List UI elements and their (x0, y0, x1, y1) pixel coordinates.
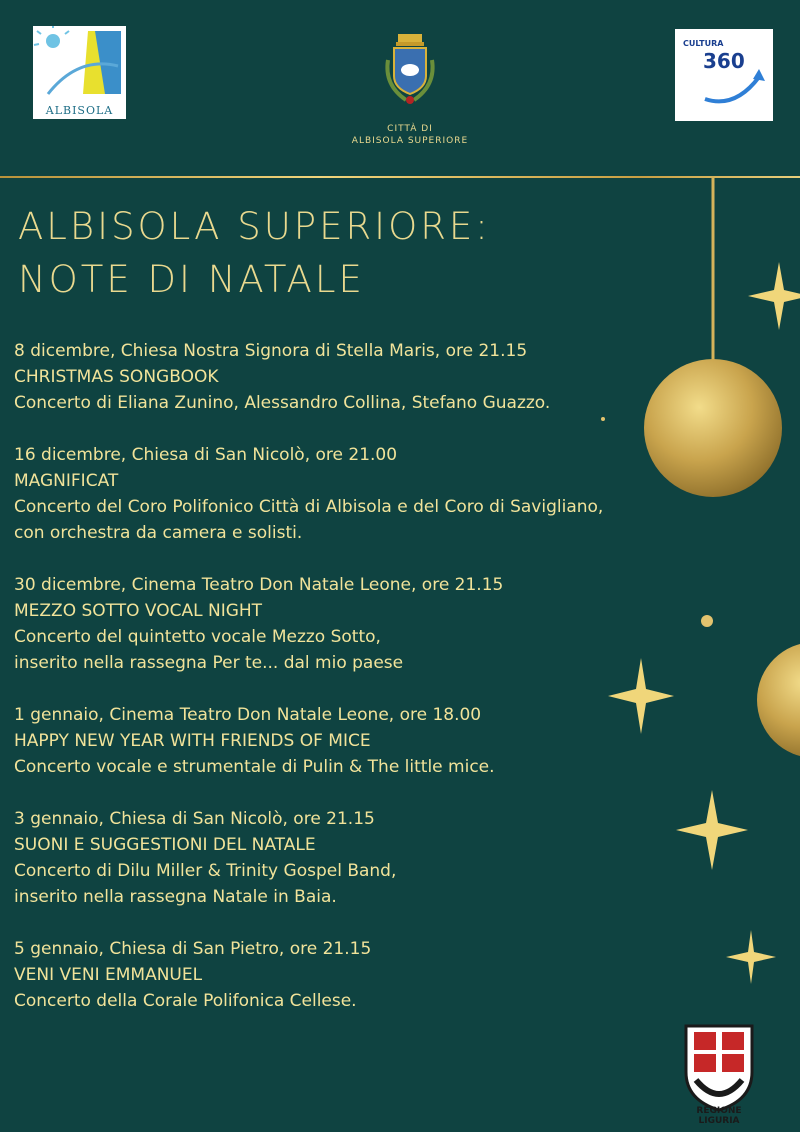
event-description: con orchestra da camera e solisti. (14, 523, 303, 543)
event-description: inserito nella rassegna Natale in Baia. (14, 887, 337, 907)
event-item (14, 806, 654, 910)
event-date-venue: 3 gennaio, Chiesa di San Nicolò, ore 21.15 (14, 809, 375, 829)
event-date-venue: 1 gennaio, Cinema Teatro Don Natale Leone, ore 18.00 (14, 705, 482, 725)
albisola-logo (33, 26, 126, 119)
event-description: Concerto vocale e strumentale di Pulin & The little mice. (14, 757, 495, 777)
regione-liguria-text: REGIONE LIGURIA (696, 1106, 742, 1126)
event-title: CHRISTMAS SONGBOOK (14, 367, 219, 387)
event-description: Concerto del quintetto vocale Mezzo Sotto, (14, 627, 381, 647)
crest-caption-line2: ALBISOLA SUPERIORE (351, 136, 469, 146)
gold-dot (701, 615, 713, 627)
page-title (18, 200, 491, 306)
title-line2: NOTE DI NATALE (18, 258, 365, 301)
coat-of-arms-icon (380, 30, 440, 110)
city-crest (380, 30, 440, 110)
event-title: HAPPY NEW YEAR WITH FRIENDS OF MICE (14, 731, 371, 751)
event-title: MEZZO SOTTO VOCAL NIGHT (14, 601, 263, 621)
event-title: SUONI E SUGGESTIONI DEL NATALE (14, 835, 316, 855)
sparkle-star-icon (748, 262, 800, 330)
cultura-logo-text: CULTURA (683, 39, 724, 48)
orbit-arrow-icon (675, 29, 773, 121)
event-date-venue: 16 dicembre, Chiesa di San Nicolò, ore 21.00 (14, 445, 398, 465)
albisola-logo-text: ALBISOLA (45, 104, 114, 117)
gold-ornament-ball (644, 359, 782, 497)
crest-caption-line1: CITTÀ DI (387, 124, 433, 134)
event-description: inserito nella rassegna Per te... dal mio paese (14, 653, 404, 673)
event-date-venue: 30 dicembre, Cinema Teatro Don Natale Leone, ore 21.15 (14, 575, 504, 595)
event-item (14, 702, 654, 780)
cultura-360-logo (675, 29, 773, 121)
event-item (14, 936, 654, 1014)
event-description: Concerto della Corale Polifonica Cellese. (14, 991, 357, 1011)
gold-divider-line (0, 176, 800, 178)
title-line1: ALBISOLA SUPERIORE: (18, 205, 491, 248)
regione-liguria-logo (676, 1020, 762, 1126)
event-description: Concerto di Eliana Zunino, Alessandro Collina, Stefano Guazzo. (14, 393, 551, 413)
event-description: Concerto del Coro Polifonico Città di Albisola e del Coro di Savigliano, (14, 497, 604, 517)
sparkle-star-icon (676, 790, 748, 870)
sun-sail-icon (33, 26, 126, 106)
event-title: MAGNIFICAT (14, 471, 119, 491)
event-date-venue: 8 dicembre, Chiesa Nostra Signora di Stella Maris, ore 21.15 (14, 341, 528, 361)
crest-caption (300, 123, 520, 147)
event-description: Concerto di Dilu Miller & Trinity Gospel Band, (14, 861, 397, 881)
event-item (14, 338, 654, 416)
liguria-shield-icon (676, 1020, 762, 1112)
event-list (14, 338, 654, 1040)
event-date-venue: 5 gennaio, Chiesa di San Pietro, ore 21.15 (14, 939, 372, 959)
event-item (14, 442, 654, 546)
event-item (14, 572, 654, 676)
event-title: VENI VENI EMMANUEL (14, 965, 203, 985)
cultura-logo-number: 360 (703, 49, 745, 73)
sparkle-star-icon (726, 930, 776, 984)
gold-ornament-ball-partial (757, 642, 800, 758)
